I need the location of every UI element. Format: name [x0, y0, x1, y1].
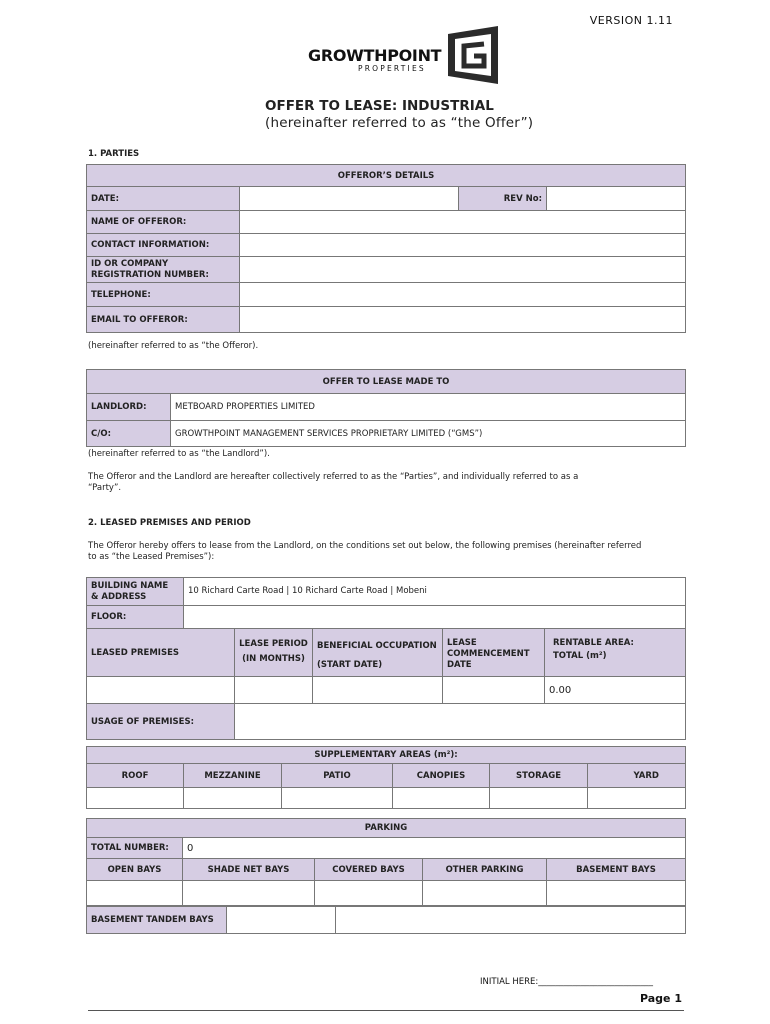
document-title: OFFER TO LEASE: INDUSTRIAL [265, 98, 494, 114]
tandem-spare-field[interactable] [336, 907, 686, 934]
offeror-details-table [86, 164, 686, 333]
document-subtitle: (hereinafter referred to as “the Offer”) [265, 115, 534, 131]
roof-field[interactable] [87, 788, 184, 809]
basement-bays-field[interactable] [547, 881, 686, 906]
id-registration-label-line2: REGISTRATION NUMBER: [91, 269, 209, 280]
usage-field[interactable] [235, 704, 686, 740]
telephone-field[interactable] [240, 283, 686, 307]
initial-here-line[interactable]: INITIAL HERE:___________________________ [480, 977, 653, 987]
rev-no-label: REV No: [459, 187, 547, 211]
offeror-note: (hereinafter referred to as “the Offeror). [88, 341, 259, 351]
premises-table-top [86, 577, 686, 629]
landlord-label: LANDLORD: [87, 394, 171, 421]
lease-period-field[interactable] [235, 677, 313, 704]
premises-intro [88, 541, 641, 563]
rentable-line1: RENTABLE AREA: [553, 638, 634, 648]
date-label: DATE: [87, 187, 240, 211]
email-field[interactable] [240, 307, 686, 333]
co-label: C/O: [87, 421, 171, 447]
supplementary-header: SUPPLEMENTARY AREAS (m²): [87, 747, 686, 764]
commencement-line3: DATE [447, 660, 472, 670]
building-label-line1: BUILDING NAME [91, 580, 169, 591]
basement-tandem-bays-label: BASEMENT TANDEM BAYS [87, 907, 227, 934]
id-registration-label [87, 257, 240, 283]
floor-label: FLOOR: [87, 606, 184, 629]
beneficial-line2: (START DATE) [317, 660, 383, 670]
logo-text: GROWTHPOINT [308, 46, 442, 65]
supplementary-col-roof: ROOF [87, 764, 184, 788]
covered-bays-field[interactable] [315, 881, 423, 906]
parking-col-shade-net-bays: SHADE NET BAYS [183, 859, 315, 881]
beneficial-line1: BENEFICIAL OCCUPATION [317, 641, 437, 651]
lease-period-header [235, 629, 313, 677]
supplementary-areas-table [86, 746, 686, 809]
supplementary-col-patio: PATIO [282, 764, 393, 788]
building-label-line2: & ADDRESS [91, 591, 147, 602]
parking-col-open-bays: OPEN BAYS [87, 859, 183, 881]
supplementary-col-storage: STORAGE [490, 764, 588, 788]
building-value[interactable]: 10 Richard Carte Road | 10 Richard Carte Road | Mobeni [184, 578, 686, 606]
landlord-value[interactable]: METBOARD PROPERTIES LIMITED [171, 394, 686, 421]
beneficial-occupation-field[interactable] [313, 677, 443, 704]
parking-header: PARKING [87, 819, 686, 838]
commencement-line2: COMMENCEMENT [447, 649, 530, 659]
usage-label: USAGE OF PREMISES: [87, 704, 235, 740]
version-label: VERSION 1.11 [589, 14, 673, 27]
email-label: EMAIL TO OFFEROR: [87, 307, 240, 333]
storage-field[interactable] [490, 788, 588, 809]
footer-divider [88, 1010, 684, 1011]
lease-period-line2: (IN MONTHS) [242, 654, 305, 664]
beneficial-occupation-header [313, 629, 443, 677]
floor-field[interactable] [184, 606, 686, 629]
contact-info-label: CONTACT INFORMATION: [87, 234, 240, 257]
id-registration-field[interactable] [240, 257, 686, 283]
canopies-field[interactable] [393, 788, 490, 809]
offeror-name-label: NAME OF OFFEROR: [87, 211, 240, 234]
rev-no-field[interactable] [547, 187, 686, 211]
parties-note-line2: “Party”. [88, 483, 122, 493]
premises-intro-line1: The Offeror hereby offers to lease from the Landlord, on the conditions set out below, the following premises (hereinafter referred [88, 541, 642, 551]
logo-subtext: PROPERTIES [358, 64, 426, 73]
parking-col-basement-bays: BASEMENT BAYS [547, 859, 686, 881]
leased-premises-field[interactable] [87, 677, 235, 704]
date-field[interactable] [240, 187, 459, 211]
commencement-line1: LEASE [447, 638, 477, 648]
lease-made-to-header: OFFER TO LEASE MADE TO [87, 370, 686, 394]
parking-col-covered-bays: COVERED BAYS [315, 859, 423, 881]
supplementary-col-canopies: CANOPIES [393, 764, 490, 788]
premises-table-middle [86, 628, 686, 704]
co-value[interactable]: GROWTHPOINT MANAGEMENT SERVICES PROPRIETARY LIMITED (“GMS”) [171, 421, 686, 447]
premises-intro-line2: to as “the Leased Premises”): [88, 552, 215, 562]
telephone-label: TELEPHONE: [87, 283, 240, 307]
page-number: Page 1 [639, 992, 682, 1005]
growthpoint-g-logo-icon [446, 24, 502, 86]
total-number-field[interactable]: 0 [183, 838, 686, 859]
section-parties-heading: 1. PARTIES [88, 149, 140, 159]
id-registration-label-line1: ID OR COMPANY [91, 258, 169, 269]
patio-field[interactable] [282, 788, 393, 809]
usage-table [86, 703, 686, 740]
total-number-label: TOTAL NUMBER: [87, 838, 183, 859]
lease-commencement-header [443, 629, 545, 677]
shade-net-bays-field[interactable] [183, 881, 315, 906]
lease-commencement-field[interactable] [443, 677, 545, 704]
offeror-name-field[interactable] [240, 211, 686, 234]
other-parking-field[interactable] [423, 881, 547, 906]
mezzanine-field[interactable] [184, 788, 282, 809]
rentable-area-header [545, 629, 686, 677]
building-label [87, 578, 184, 606]
rentable-line2: TOTAL (m²) [553, 651, 607, 661]
parties-note-line1: The Offeror and the Landlord are hereafter collectively referred to as the “Parties”, and individually referred to as a [88, 472, 579, 482]
rentable-area-field[interactable]: 0.00 [545, 677, 686, 704]
offeror-details-header: OFFEROR’S DETAILS [87, 165, 686, 187]
yard-field[interactable] [588, 788, 686, 809]
lease-made-to-table [86, 369, 686, 447]
section-premises-heading: 2. LEASED PREMISES AND PERIOD [88, 518, 251, 528]
parking-table [86, 818, 686, 906]
open-bays-field[interactable] [87, 881, 183, 906]
contact-info-field[interactable] [240, 234, 686, 257]
landlord-note: (hereinafter referred to as “the Landlord”). [88, 449, 270, 459]
parking-col-other-parking: OTHER PARKING [423, 859, 547, 881]
lease-period-line1: LEASE PERIOD [239, 639, 308, 649]
basement-tandem-bays-field[interactable] [227, 907, 336, 934]
tandem-bays-table [86, 906, 686, 934]
leased-premises-label: LEASED PREMISES [87, 629, 235, 677]
parties-note [88, 472, 578, 494]
supplementary-col-yard: YARD [588, 764, 686, 788]
supplementary-col-mezzanine: MEZZANINE [184, 764, 282, 788]
